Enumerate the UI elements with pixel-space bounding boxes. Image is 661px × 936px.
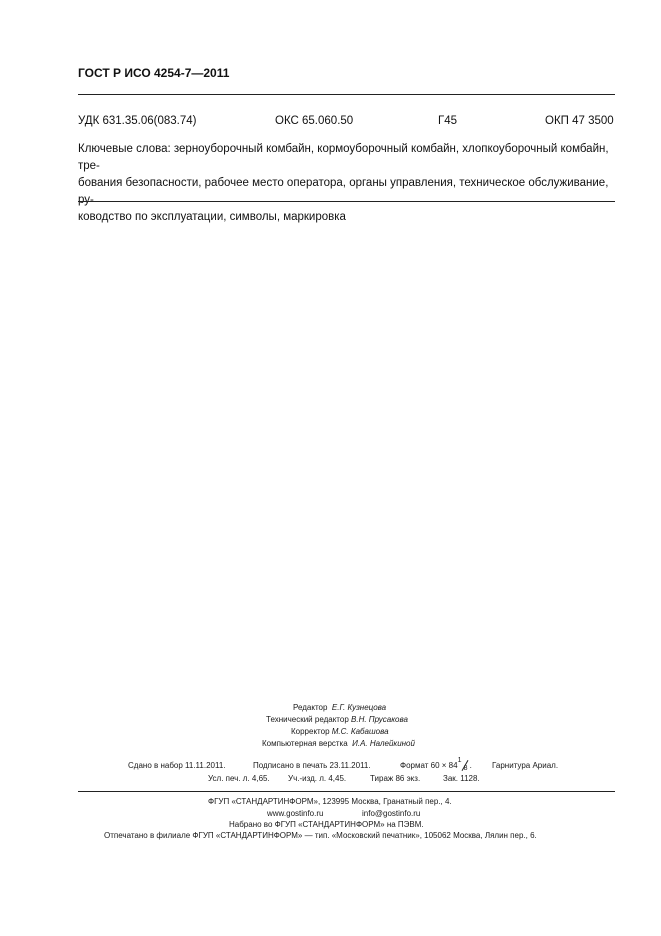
format-denominator: 8	[463, 765, 468, 772]
tech-editor-credit	[266, 715, 408, 724]
publisher-email: info@gostinfo.ru	[362, 809, 421, 818]
layout-label: Компьютерная верстка	[262, 739, 348, 748]
udk-code: УДК 631.35.06(083.74)	[78, 115, 197, 127]
submitted-date: Сдано в набор 11.11.2011.	[128, 761, 226, 770]
corrector-label: Корректор	[291, 727, 330, 736]
keywords-block	[78, 141, 615, 226]
format-prefix: Формат 60 × 84	[400, 761, 458, 771]
signed-date: Подписано в печать 23.11.2011.	[253, 761, 371, 770]
pub-sheets: Уч.-изд. л. 4,45.	[288, 774, 347, 783]
order-number: Зак. 1128.	[443, 774, 480, 783]
corrector-credit	[291, 727, 389, 736]
format-fraction	[457, 757, 470, 772]
top-divider	[78, 94, 615, 95]
keywords-divider	[78, 201, 615, 202]
editor-name: Е.Г. Кузнецова	[331, 703, 387, 712]
print-sheets: Усл. печ. л. 4,65.	[208, 774, 270, 783]
printing-note: Отпечатано в филиале ФГУП «СТАНДАРТИНФОРМ» — тип. «Московский печатник», 105062 Москва, Лялин пер., 6.	[104, 831, 537, 840]
imprint-divider	[78, 791, 615, 792]
tech-editor-label: Технический редактор	[266, 715, 349, 724]
format-numerator: 1	[457, 757, 462, 764]
tech-editor-name: В.Н. Прусакова	[351, 715, 408, 724]
keywords-line: Ключевые слова: зерноуборочный комбайн, кормоуборочный комбайн, хлопкоуборочный комбайн, тре-	[78, 143, 609, 172]
layout-name: И.А. Налейкиной	[352, 739, 415, 748]
typesetting-note: Набрано во ФГУП «СТАНДАРТИНФОРМ» на ПЭВМ.	[229, 820, 424, 829]
publisher-address: ФГУП «СТАНДАРТИНФОРМ», 123995 Москва, Гранатный пер., 4.	[208, 797, 452, 806]
typeface: Гарнитура Ариал.	[492, 761, 559, 770]
oks-code: ОКС 65.060.50	[275, 115, 354, 127]
g-code: Г45	[438, 115, 458, 127]
editor-credit	[293, 703, 386, 712]
layout-credit	[262, 739, 415, 748]
corrector-name: М.С. Кабашова	[331, 727, 389, 736]
editor-label: Редактор	[293, 703, 328, 712]
print-run: Тираж 86 экз.	[370, 774, 421, 783]
keywords-line: бования безопасности, рабочее место оператора, органы управления, техническое обслуживание, ру-	[78, 177, 609, 206]
okp-code: ОКП 47 3500	[545, 115, 614, 127]
keywords-line: ководство по эксплуатации, символы, маркировка	[78, 211, 346, 223]
document-code: ГОСТ Р ИСО 4254-7—2011	[78, 66, 230, 80]
format-suffix: .	[469, 761, 472, 771]
paper-format	[400, 757, 472, 772]
publisher-website: www.gostinfo.ru	[267, 809, 324, 818]
